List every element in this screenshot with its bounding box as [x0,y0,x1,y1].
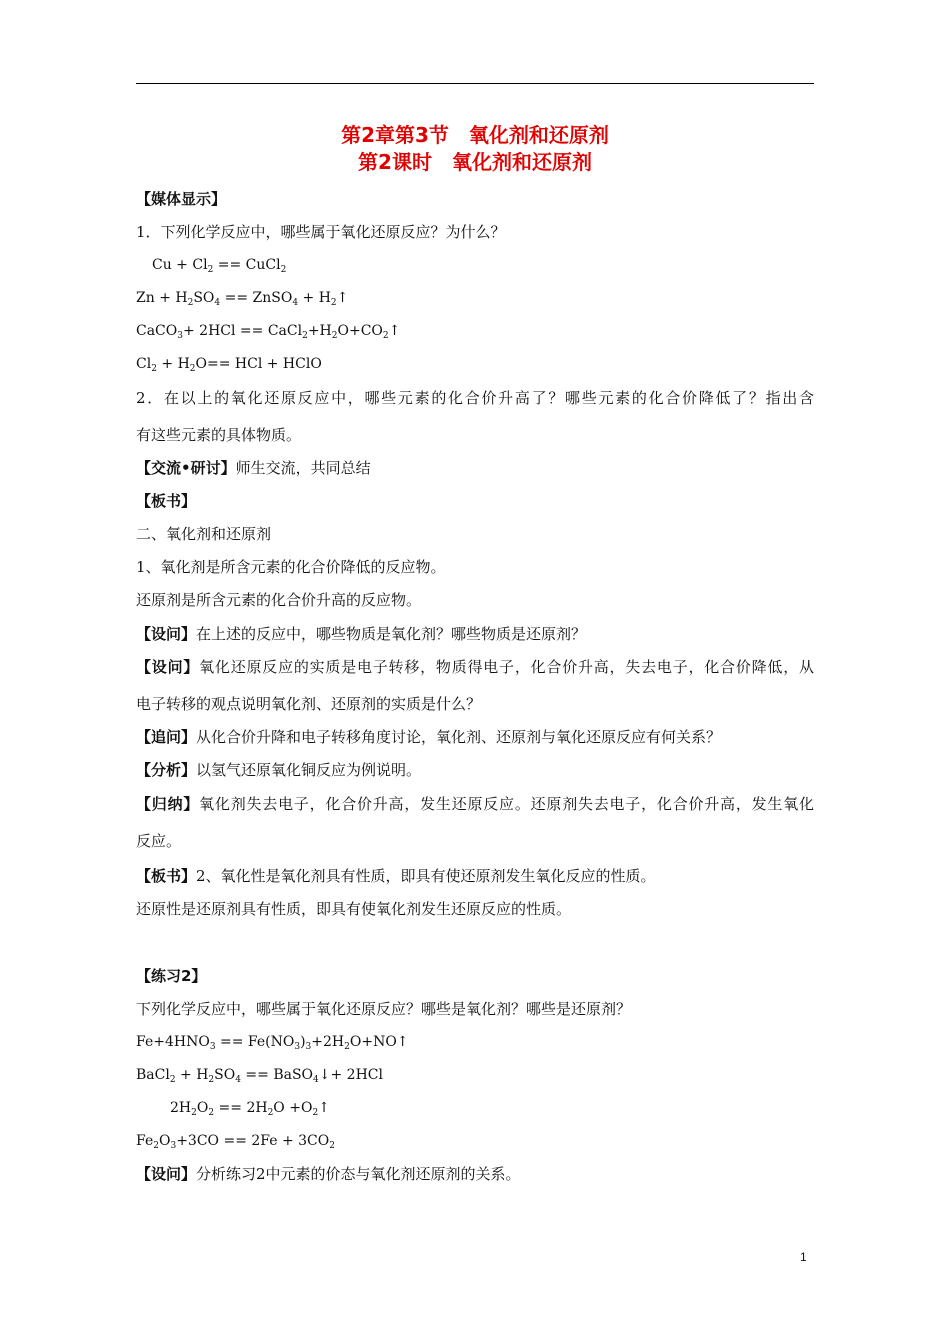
ask-paragraph-2-line-2: 电子转移的观点说明氧化剂、还原剂的实质是什么？ [136,695,482,713]
ask-paragraph-2-line-1: 【设问】氧化还原反应的实质是电子转移，物质得电子，化合价升高，失去电子，化合价降低，从 [136,658,814,676]
header-rule [136,83,814,84]
analysis-paragraph: 【分析】以氢气还原氧化铜反应为例说明。 [136,761,422,779]
board-heading: 【板书】 [136,492,197,510]
board-paragraph-2-line-2: 还原性是还原剂具有性质，即具有使氧化剂发生还原反应的性质。 [136,900,572,918]
practice-equation-4: $Fe_2O_3+3CO == 2Fe + 3CO_2$ [136,1133,335,1151]
summary-line-2: 反应。 [136,832,182,850]
up-arrow-icon: ↑ [388,323,401,339]
equation-3: CaCO$_3$+ $2HCl == CaCl_2+H_2O+CO_2↑$ [136,323,401,341]
media-heading [136,189,226,209]
chapter-title: 第2章第3节 氧化剂和还原剂 [341,123,609,147]
lesson-title: 第2课时 氧化剂和还原剂 [358,150,592,174]
equation-2: $Zn + H_2SO_4$ == ZnSO$_4$ + $H_2↑$ [136,290,349,308]
followup-paragraph: 【追问】从化合价升降和电子转移角度讨论，氧化剂、还原剂与氧化还原反应有何关系？ [136,728,722,746]
definition-oxidant: 1、氧化剂是所含元素的化合价降低的反应物。 [136,558,446,576]
practice-heading: 【练习2】 [136,967,207,985]
media-tag: 【媒体显示】 [136,190,227,208]
final-ask-paragraph: 【设问】分析练习2中元素的价态与氧化剂还原剂的关系。 [136,1165,521,1183]
question-2-line-2: 有这些元素的具体物质。 [136,426,302,444]
practice-question: 下列化学反应中，哪些属于氧化还原反应？哪些是氧化剂？哪些是还原剂？ [136,1000,632,1018]
up-arrow-icon: ↑ [318,1100,330,1116]
equation-4: $Cl_2 + H_2O==$ HCl + HClO [136,356,322,374]
practice-equation-1: $Fe+4HNO_3$ == $Fe(NO_3)_3+2H_2O+NO↑$ [136,1034,409,1052]
page-number: 1 [800,1250,807,1264]
equation-1: $Cu + Cl_2$ == CuCl$_2$ [152,257,287,275]
practice-equation-2: BaCl$_2$ + $H_2SO_4$ == BaSO$_4$↓+ 2HCl [136,1067,383,1085]
question-1: 1．下列化学反应中，哪些属于氧化还原反应？为什么？ [136,223,506,241]
board-paragraph-2: 【板书】2、氧化性是氧化剂具有性质，即具有使还原剂发生氧化反应的性质。 [136,867,656,885]
practice-equation-3: $2H_2O_2 == 2H_2O$ $+O_2↑$ [170,1100,330,1118]
up-arrow-icon: ↑ [336,290,349,306]
exchange-paragraph: 【交流•研讨】师生交流，共同总结 [136,459,371,477]
ask-paragraph-1: 【设问】在上述的反应中，哪些物质是氧化剂？哪些物质是还原剂？ [136,625,587,643]
question-2-line-1: 2．在以上的氧化还原反应中，哪些元素的化合价升高了？哪些元素的化合价降低了？指出含 [136,389,814,407]
definition-reductant: 还原剂是所含元素的化合价升高的反应物。 [136,591,422,609]
summary-line-1: 【归纳】氧化剂失去电子，化合价升高，发生还原反应。还原剂失去电子，化合价升高，发生氧化 [136,795,814,813]
section-heading: 二、氧化剂和还原剂 [136,525,272,543]
